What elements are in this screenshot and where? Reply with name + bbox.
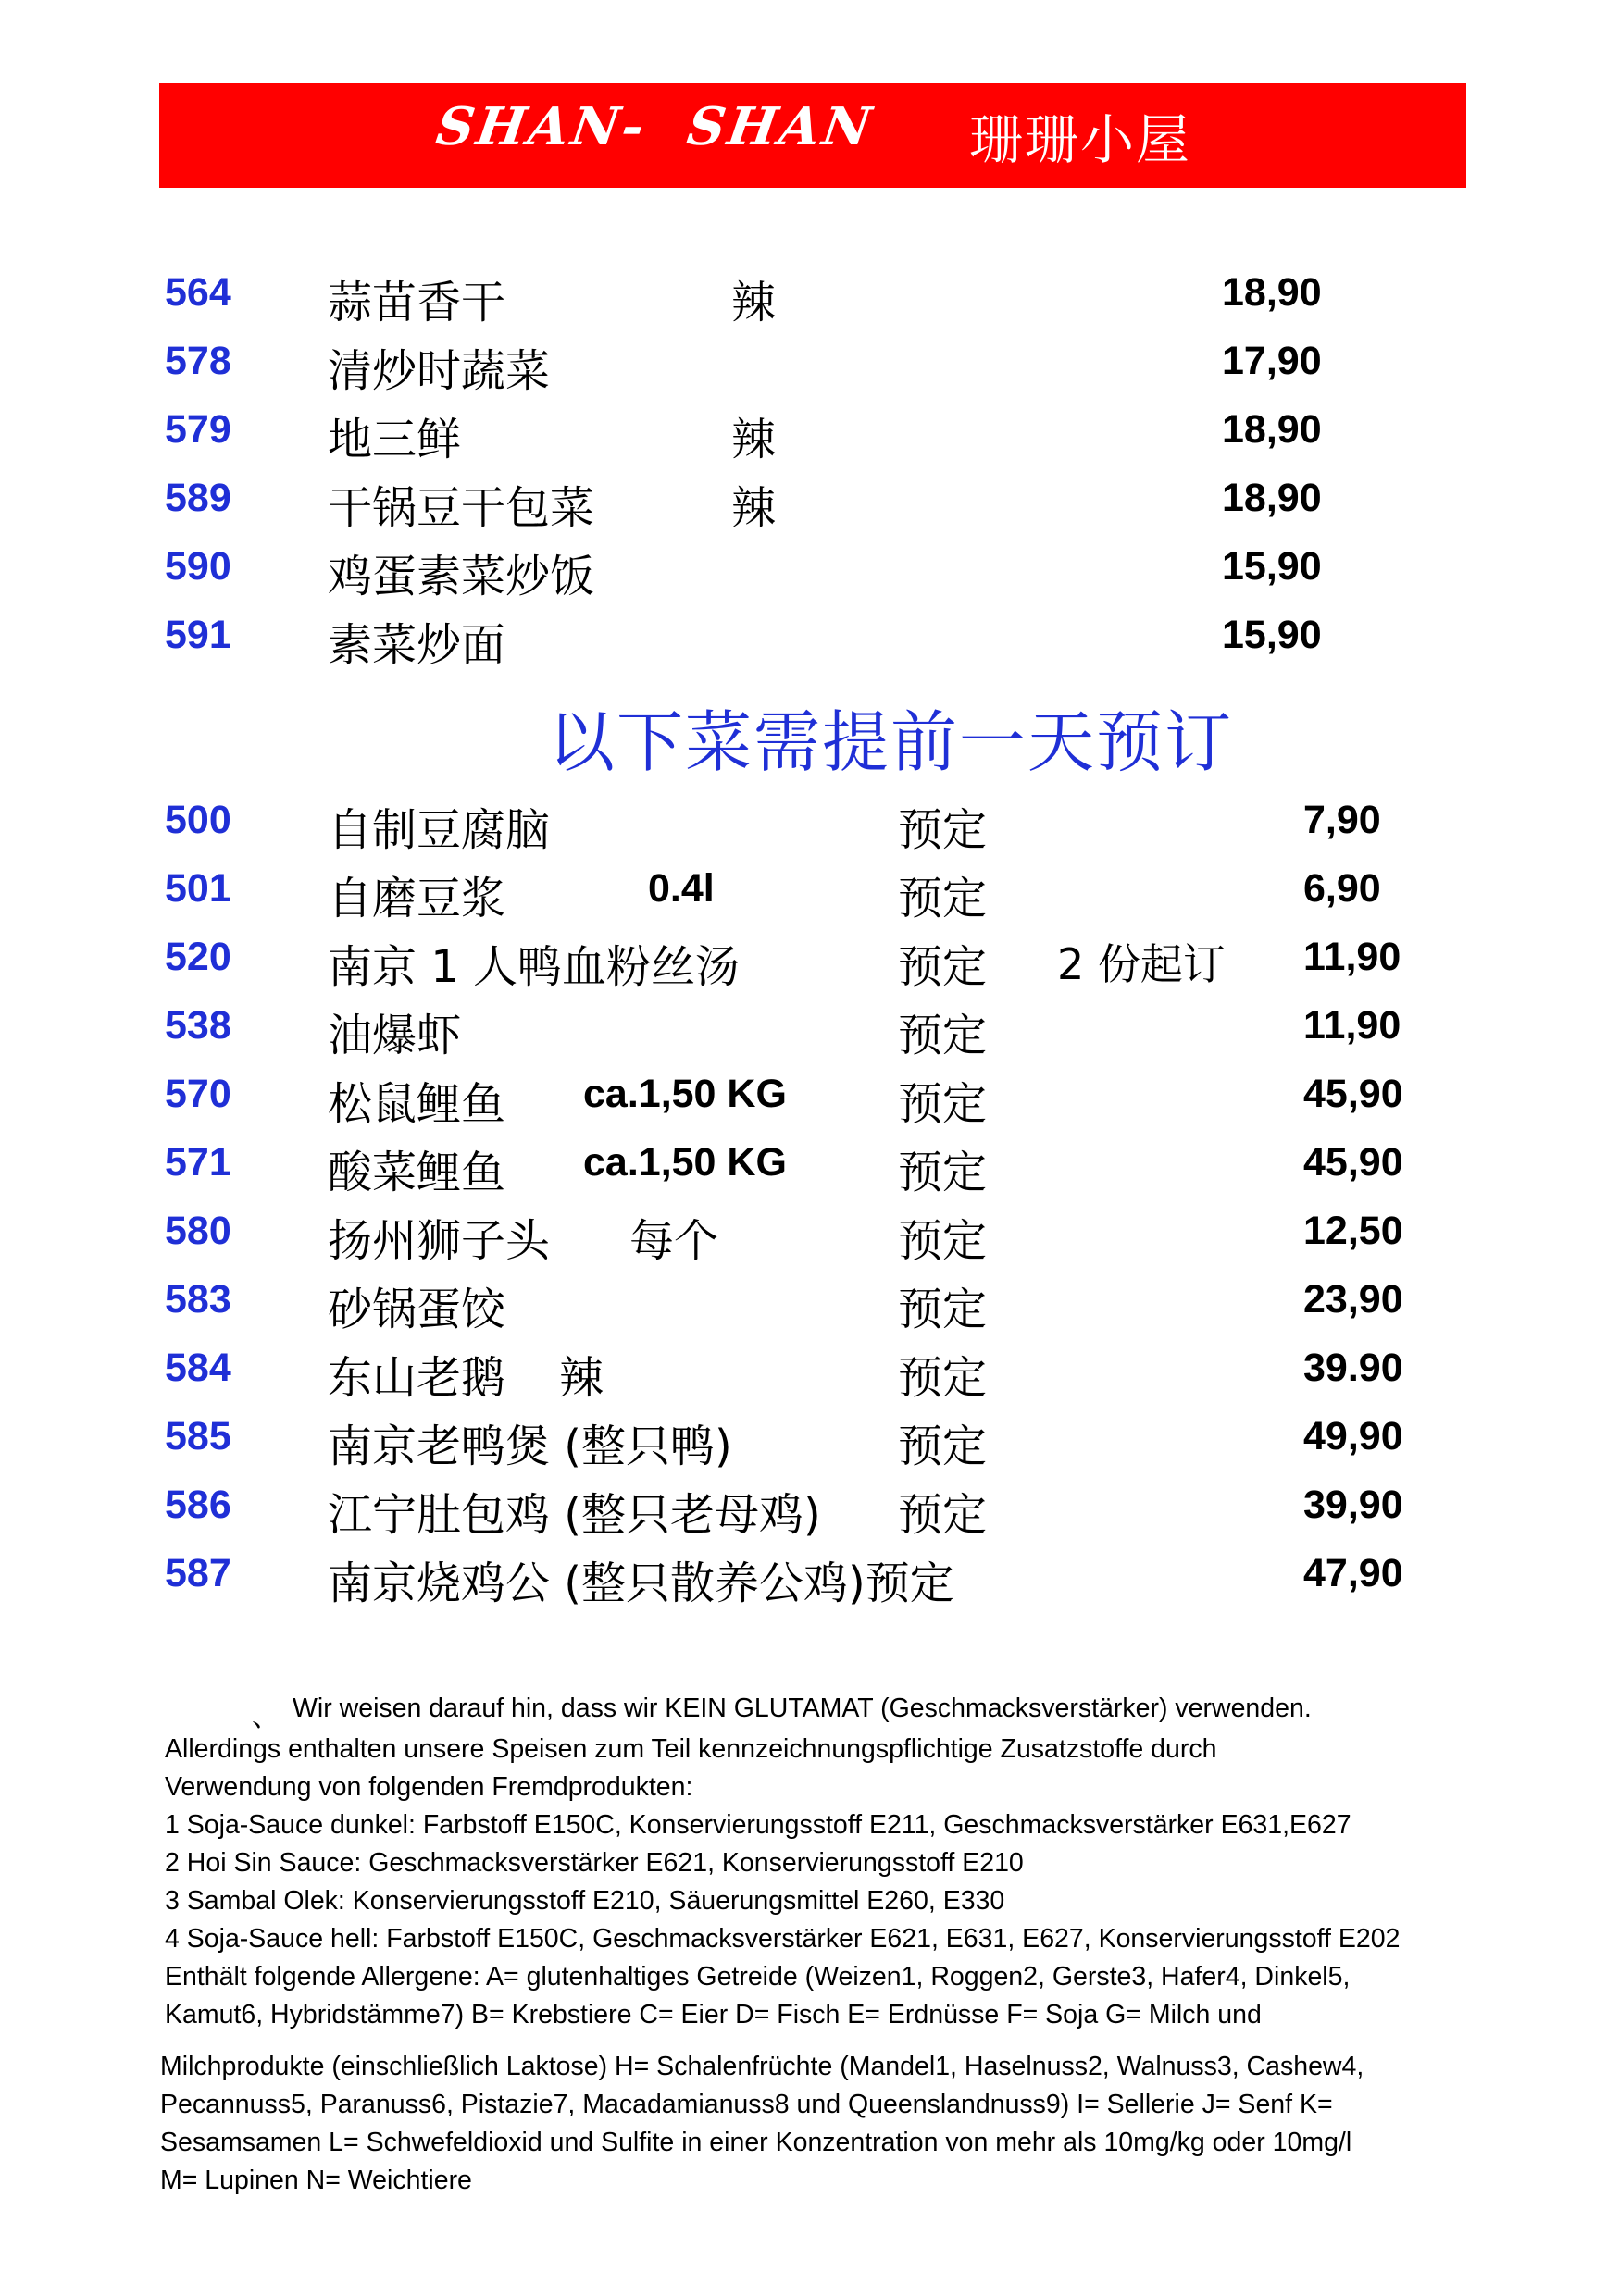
- preorder-label: 预定: [898, 1010, 988, 1061]
- menu-item: [0, 1336, 1619, 1405]
- menu-item: [0, 1542, 1619, 1610]
- menu-item: [0, 1131, 1619, 1199]
- preorder-label: 预定: [898, 1215, 988, 1267]
- footer-line: 3 Sambal Olek: Konservierungsstoff E210, Säuerungsmittel E260, E330: [165, 1886, 1005, 1916]
- menu-item: [0, 603, 1619, 672]
- footer-line: 1 Soja-Sauce dunkel: Farbstoff E150C, Konservierungsstoff E211, Geschmacksverstärker E631,E627: [165, 1810, 1351, 1840]
- item-name: 干锅豆干包菜: [328, 482, 595, 534]
- punctuation-mark: 、: [252, 1701, 280, 1733]
- item-price: 11,90: [1303, 935, 1401, 979]
- item-name: 自磨豆浆: [328, 873, 506, 925]
- item-number: 520: [165, 935, 231, 979]
- footer-line: Enthält folgende Allergene: A= glutenhaltiges Getreide (Weizen1, Roggen2, Gerste3, Hafer4, Dinkel5,: [165, 1962, 1351, 1992]
- item-name: 南京 1 人鸭血粉丝汤: [328, 941, 741, 993]
- item-price: 15,90: [1222, 544, 1322, 589]
- preorder-label: 预定: [898, 1489, 988, 1541]
- menu-item: [0, 535, 1619, 603]
- item-name: 蒜苗香干: [328, 277, 506, 329]
- item-number: 564: [165, 270, 231, 315]
- spicy-marker: 辣: [731, 414, 777, 465]
- footer-line: Pecannuss5, Paranuss6, Pistazie7, Macadamianuss8 und Queenslandnuss9) I= Sellerie J= Senf K=: [160, 2090, 1333, 2119]
- item-name: 扬州狮子头: [328, 1215, 551, 1267]
- item-number: 583: [165, 1277, 231, 1322]
- item-price: 11,90: [1303, 1003, 1401, 1048]
- allergens-notice: [160, 2048, 1364, 2200]
- footer-line: Kamut6, Hybridstämme7) B= Krebstiere C= Eier D= Fisch E= Erdnüsse F= Soja G= Milch und: [165, 2000, 1262, 2029]
- item-number: 591: [165, 613, 231, 657]
- footer-line: Allerdings enthalten unsere Speisen zum Teil kennzeichnungspflichtige Zusatzstoffe durch: [165, 1734, 1217, 1764]
- item-number: 571: [165, 1140, 231, 1185]
- preorder-heading: 以下菜需提前一天预订: [548, 703, 1234, 781]
- menu-item: [0, 398, 1619, 466]
- menu-item: [0, 1062, 1619, 1131]
- menu-item: [0, 925, 1619, 994]
- item-price: 45,90: [1303, 1140, 1403, 1185]
- footer-line: Sesamsamen L= Schwefeldioxid und Sulfite in einer Konzentration von mehr als 10mg/kg oder 10mg/l: [160, 2128, 1352, 2157]
- item-number: 585: [165, 1414, 231, 1458]
- item-number: 590: [165, 544, 231, 589]
- footer-line: Verwendung von folgenden Fremdprodukten:: [165, 1772, 693, 1802]
- item-number: 587: [165, 1551, 231, 1595]
- item-name: 江宁肚包鸡 (整只老母鸡): [328, 1489, 821, 1541]
- preorder-label: 预定: [898, 1078, 988, 1130]
- item-price: 18,90: [1222, 270, 1322, 315]
- item-number: 500: [165, 798, 231, 842]
- item-number: 589: [165, 476, 231, 520]
- item-weight: ca.1,50 KG: [583, 1140, 787, 1185]
- item-price: 15,90: [1222, 613, 1322, 657]
- item-number: 578: [165, 339, 231, 383]
- spicy-marker: 辣: [559, 1352, 604, 1404]
- menu-item: [0, 1268, 1619, 1336]
- item-price: 18,90: [1222, 476, 1322, 520]
- menu-item: [0, 261, 1619, 329]
- footer-line: 2 Hoi Sin Sauce: Geschmacksverstärker E621, Konservierungsstoff E210: [165, 1848, 1024, 1878]
- item-number: 501: [165, 866, 231, 911]
- footer-line: M= Lupinen N= Weichtiere: [160, 2166, 472, 2195]
- preorder-label: 预定: [898, 804, 988, 856]
- menu-item: [0, 1199, 1619, 1268]
- item-name: 清炒时蔬菜: [328, 345, 551, 397]
- item-price: 47,90: [1303, 1551, 1403, 1595]
- item-name: 地三鲜: [328, 414, 462, 465]
- restaurant-name-chinese: 珊珊小屋: [969, 108, 1192, 171]
- item-price: 39,90: [1303, 1483, 1403, 1527]
- item-price: 18,90: [1222, 407, 1322, 452]
- item-number: 538: [165, 1003, 231, 1048]
- item-size: 0.4l: [648, 866, 715, 911]
- menu-item: [0, 466, 1619, 535]
- item-name: 东山老鹅: [328, 1352, 506, 1404]
- preorder-label: 预定: [898, 1284, 988, 1335]
- item-number: 580: [165, 1209, 231, 1253]
- preorder-label: 预定: [898, 873, 988, 925]
- item-number: 586: [165, 1483, 231, 1527]
- preorder-label: 预定: [898, 1352, 988, 1404]
- footer-line: 4 Soja-Sauce hell: Farbstoff E150C, Geschmacksverstärker E621, E631, E627, Konservierungsstoff E202: [165, 1924, 1401, 1954]
- item-name: 南京烧鸡公 (整只散养公鸡)预定: [328, 1558, 954, 1609]
- item-name: 鸡蛋素菜炒饭: [328, 551, 595, 602]
- menu-item: [0, 857, 1619, 925]
- item-number: 584: [165, 1346, 231, 1390]
- item-name: 素菜炒面: [328, 619, 506, 671]
- item-number: 579: [165, 407, 231, 452]
- item-price: 45,90: [1303, 1072, 1403, 1116]
- menu-item: [0, 329, 1619, 398]
- item-number: 570: [165, 1072, 231, 1116]
- item-price: 39.90: [1303, 1346, 1403, 1390]
- item-price: 12,50: [1303, 1209, 1403, 1253]
- item-price: 17,90: [1222, 339, 1322, 383]
- spicy-marker: 辣: [731, 277, 777, 329]
- menu-item: [0, 1473, 1619, 1542]
- minimum-order-note: 2 份起订: [1057, 939, 1226, 989]
- menu-item: [0, 788, 1619, 857]
- item-price: 6,90: [1303, 866, 1381, 911]
- item-price: 23,90: [1303, 1277, 1403, 1322]
- restaurant-name-latin: SHAN- SHAN: [432, 96, 878, 157]
- item-name: 松鼠鲤鱼: [328, 1078, 506, 1130]
- spicy-marker: 辣: [731, 482, 777, 534]
- preorder-label: 预定: [898, 1421, 988, 1472]
- item-unit: 每个: [629, 1215, 719, 1267]
- title-banner: [159, 83, 1466, 188]
- item-price: 7,90: [1303, 798, 1381, 842]
- menu-item: [0, 994, 1619, 1062]
- preorder-label: 预定: [898, 1147, 988, 1198]
- additives-notice: [165, 1731, 1400, 2034]
- item-weight: ca.1,50 KG: [583, 1072, 787, 1116]
- preorder-label: 预定: [898, 941, 988, 993]
- menu-item: [0, 1405, 1619, 1473]
- glutamate-notice: Wir weisen darauf hin, dass wir KEIN GLUTAMAT (Geschmacksverstärker) verwenden.: [293, 1694, 1312, 1723]
- item-name: 油爆虾: [328, 1010, 462, 1061]
- item-name: 酸菜鲤鱼: [328, 1147, 506, 1198]
- item-name: 砂锅蛋饺: [328, 1284, 506, 1335]
- item-name: 南京老鸭煲 (整只鸭): [328, 1421, 732, 1472]
- footer-line: Milchprodukte (einschließlich Laktose) H= Schalenfrüchte (Mandel1, Haselnuss2, Walnuss3, Cashew4,: [160, 2052, 1364, 2081]
- item-price: 49,90: [1303, 1414, 1403, 1458]
- item-name: 自制豆腐脑: [328, 804, 551, 856]
